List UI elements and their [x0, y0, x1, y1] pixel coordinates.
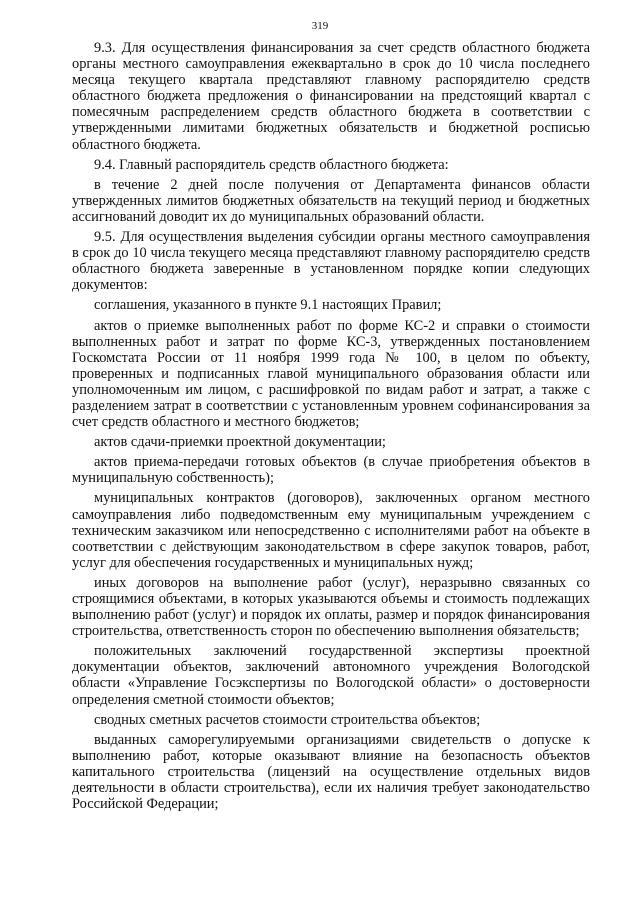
list-item-municipal-contracts: муниципальных контрактов (договоров), заключенных органом местного самоуправления либо подведомственным ему муниципальным учреждением с техническим заказчиком или непосредственно с исполнителями работ на объекте в соответствии с действующим законодательством в сфере закупок товаров, работ, услуг для обеспечения государственных и муниципальных нужд; — [72, 490, 590, 571]
page-number: 319 — [311, 20, 329, 32]
paragraph-9-4-item: в течение 2 дней после получения от Департамента финансов области утвержденных лимитов бюджетных обязательств на текущий период и бюджетных ассигнований доводит их до муниципальных образований области. — [72, 176, 590, 225]
list-item-other-contracts: иных договоров на выполнение работ (услуг), неразрывно связанных со строящимися объектами, в которых указываются объемы и стоимость подлежащих выполнению работ (услуг) и порядок их оплаты, размер и порядок финансирования строительства, ответственность сторон по обеспечению выполнения обязательств; — [72, 574, 590, 640]
list-item-acts-design: актов сдачи-приемки проектной документации; — [94, 434, 386, 451]
paragraph-9-4: 9.4. Главный распорядитель средств областного бюджета: — [94, 156, 449, 173]
paragraph-9-3: 9.3. Для осуществления финансирования за счет средств областного бюджета органы местного самоуправления ежеквартально в срок до 10 числа последнего месяца текущего квартала представляют главному распорядителю средств областного бюджета предложения о финансировании на предстоящий квартал с помесячным распределением средств областного бюджета в соответствии с утвержденными лимитами бюджетных обязательств и бюджетной росписью областного бюджета. — [72, 40, 590, 153]
list-item-estimates: сводных сметных расчетов стоимости строительства объектов; — [94, 711, 481, 728]
paragraph-9-5: 9.5. Для осуществления выделения субсидии органы местного самоуправления в срок до 10 числа текущего месяца представляют главному распорядителю средств областного бюджета заверенные в установленном порядке копии следующих документов: — [72, 229, 590, 294]
list-item-acts-ks2: актов о приемке выполненных работ по форме КС-2 и справки о стоимости выполненных работ и затрат по форме КС-3, утвержденных постановлением Госкомстата России от 11 ноября 1999 года № 100, в целом по объекту, проверенных и подписанных главой муниципального образования области или уполномоченным им лицом, с расшифровкой по видам работ и затрат, а также с разделением затрат в соответствии с установленным уровнем софинансирования за счет средств областного и местного бюджетов; — [72, 317, 590, 431]
document-body — [72, 40, 590, 816]
list-item-agreement: соглашения, указанного в пункте 9.1 настоящих Правил; — [94, 297, 442, 314]
list-item-certificates: выданных саморегулируемыми организациями свидетельств о допуске к выполнению работ, которые оказывают влияние на безопасность объектов капитального строительства (лицензий на осуществление отдельных видов деятельности в области строительства), если их наличия требует законодательство Российской Федерации; — [72, 731, 590, 813]
list-item-expertise: положительных заключений государственной экспертизы проектной документации объектов, заключений автономного учреждения Вологодской области «Управление Госэкспертизы по Вологодской области» о достоверности определения сметной стоимости объектов; — [72, 643, 590, 708]
list-item-acts-transfer: актов приема-передачи готовых объектов (в случае приобретения объектов в муниципальную собственность); — [72, 454, 590, 487]
